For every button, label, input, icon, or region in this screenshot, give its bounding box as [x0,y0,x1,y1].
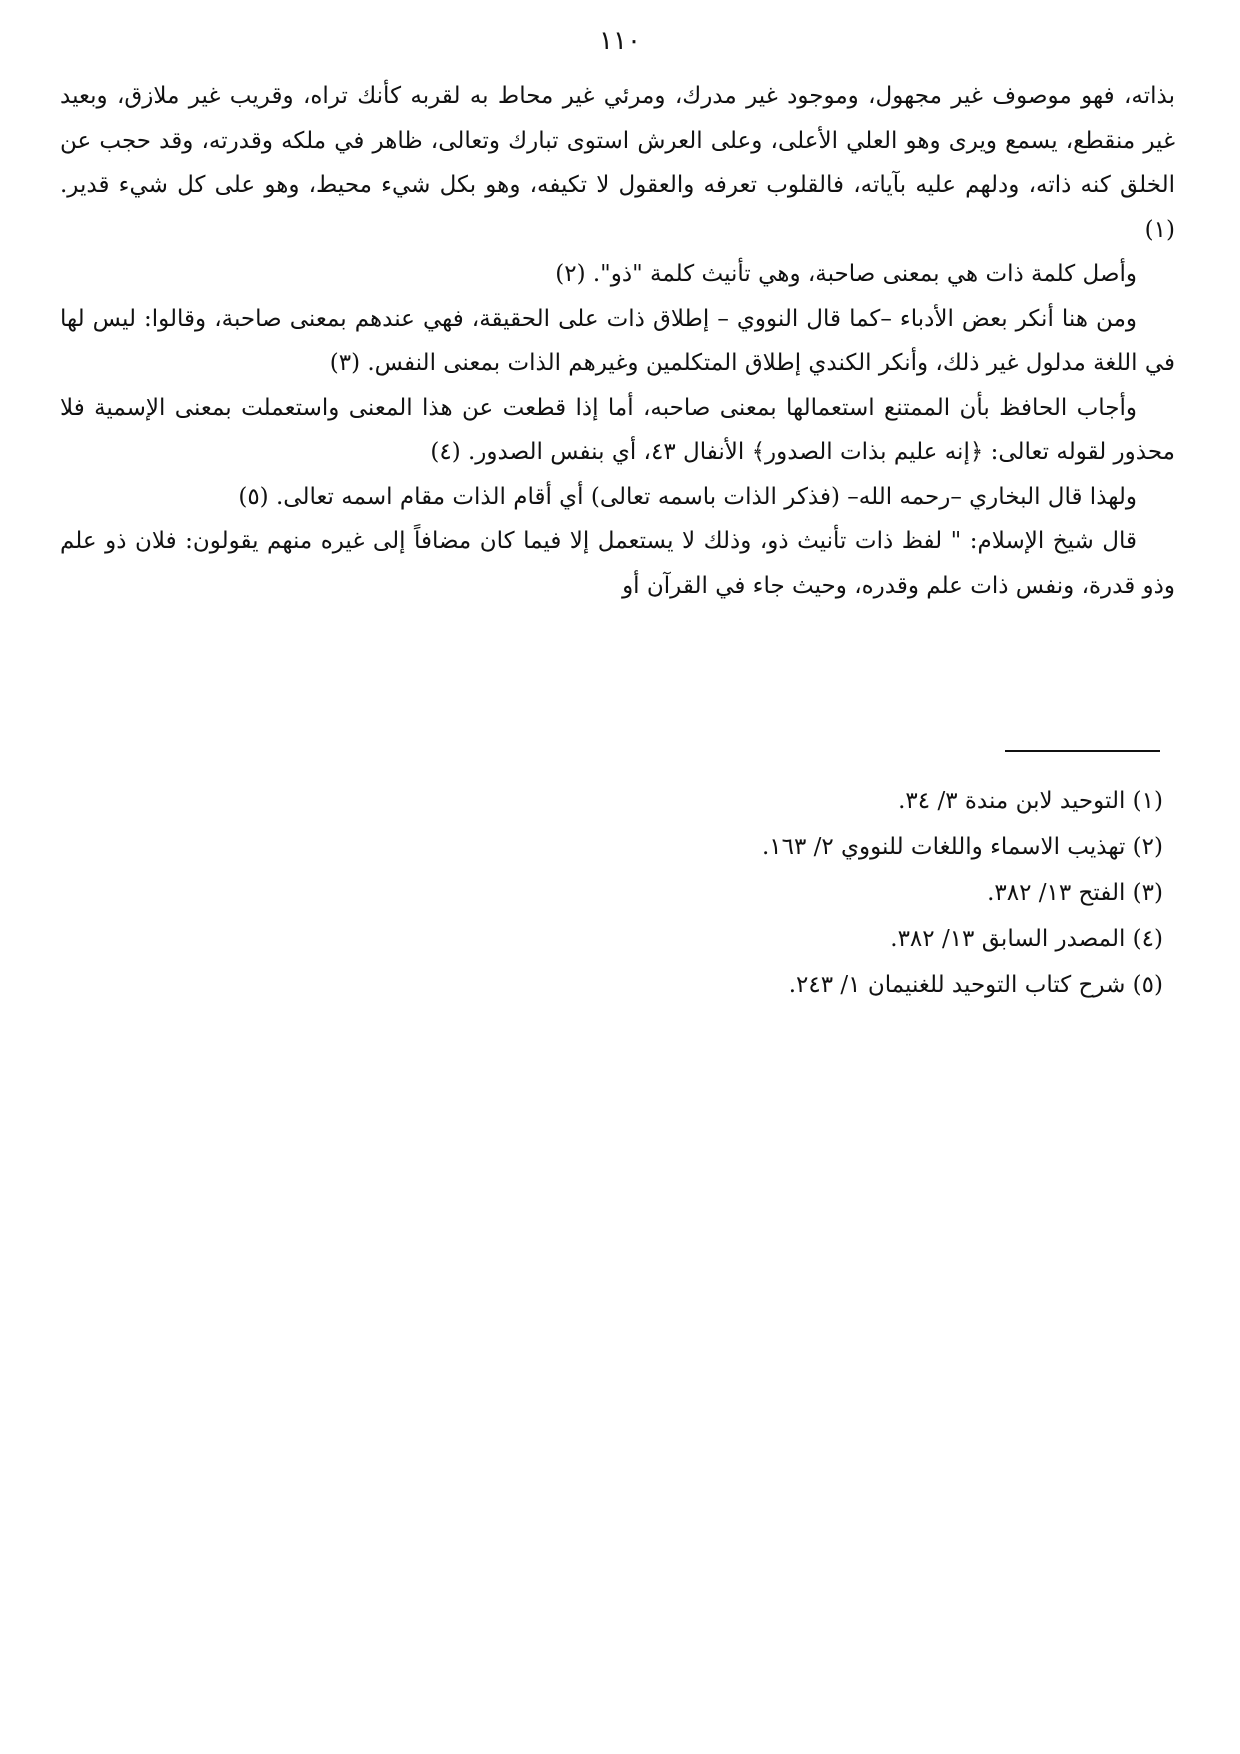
footnote-3: (٣) الفتح ١٣/ ٣٨٢. [987,880,1163,906]
footnote-5: (٥) شرح كتاب التوحيد للغنيمان ١/ ٢٤٣. [788,972,1163,998]
paragraph-3: ومن هنا أنكر بعض الأدباء –كما قال النووي – إطلاق ذات على الحقيقة، فهي عندهم بمعنى صاحبة، وقالوا: ليس لها في اللغة مدلول غير ذلك، وأنكر الكندي إطلاق المتكلمين وغيرهم الذات بمعنى النفس. (٣) [60,305,1175,376]
paragraph-4: وأجاب الحافظ بأن الممتنع استعمالها بمعنى صاحبه، أما إذا قطعت عن هذا المعنى واستعملت بمعنى الإسمية فلا محذور لقوله تعالى: ﴿إنه عليم بذات الصدور﴾ الأنفال ٤٣، أي بنفس الصدور. (٤) [60,394,1175,465]
paragraph-5: ولهذا قال البخاري –رحمه الله– (فذكر الذات باسمه تعالى) أي أقام الذات مقام اسمه تعالى. (٥) [238,483,1137,510]
body-text [60,74,1175,608]
paragraph-2: وأصل كلمة ذات هي بمعنى صاحبة، وهي تأنيث كلمة "ذو". (٢) [555,261,1137,287]
footnote-separator [1005,750,1160,752]
footnote-2: (٢) تهذيب الاسماء واللغات للنووي ٢/ ١٦٣. [761,834,1163,860]
page-number: ١١٠ [599,26,641,56]
footnote-4: (٤) المصدر السابق ١٣/ ٣٨٢. [890,926,1163,952]
paragraph-6: قال شيخ الإسلام: " لفظ ذات تأنيث ذو، وذلك لا يستعمل إلا فيما كان مضافاً إلى غيره منهم يقولون: فلان ذو علم وذو قدرة، ونفس ذات علم وقدره، وحيث جاء في القرآن أو [60,528,1175,599]
paragraph-1: بذاته، فهو موصوف غير مجهول، وموجود غير مدرك، ومرئي غير محاط به لقربه كأنك تراه، وقريب غير ملازق، وبعيد غير منقطع، يسمع ويرى وهو العلي الأعلى، وعلى العرش استوى تبارك وتعالى، ظاهر في ملكه وقدرته، وقد حجب عن الخلق كنه ذاته، ودلهم عليه بآياته، فالقلوب تعرفه والعقول لا تكيفه، وهو بكل شيء محيط، وهو على كل شيء قدير. (١) [60,83,1175,243]
footnote-1: (١) التوحيد لابن مندة ٣/ ٣٤. [898,788,1163,814]
footnotes-list [300,778,1163,1008]
